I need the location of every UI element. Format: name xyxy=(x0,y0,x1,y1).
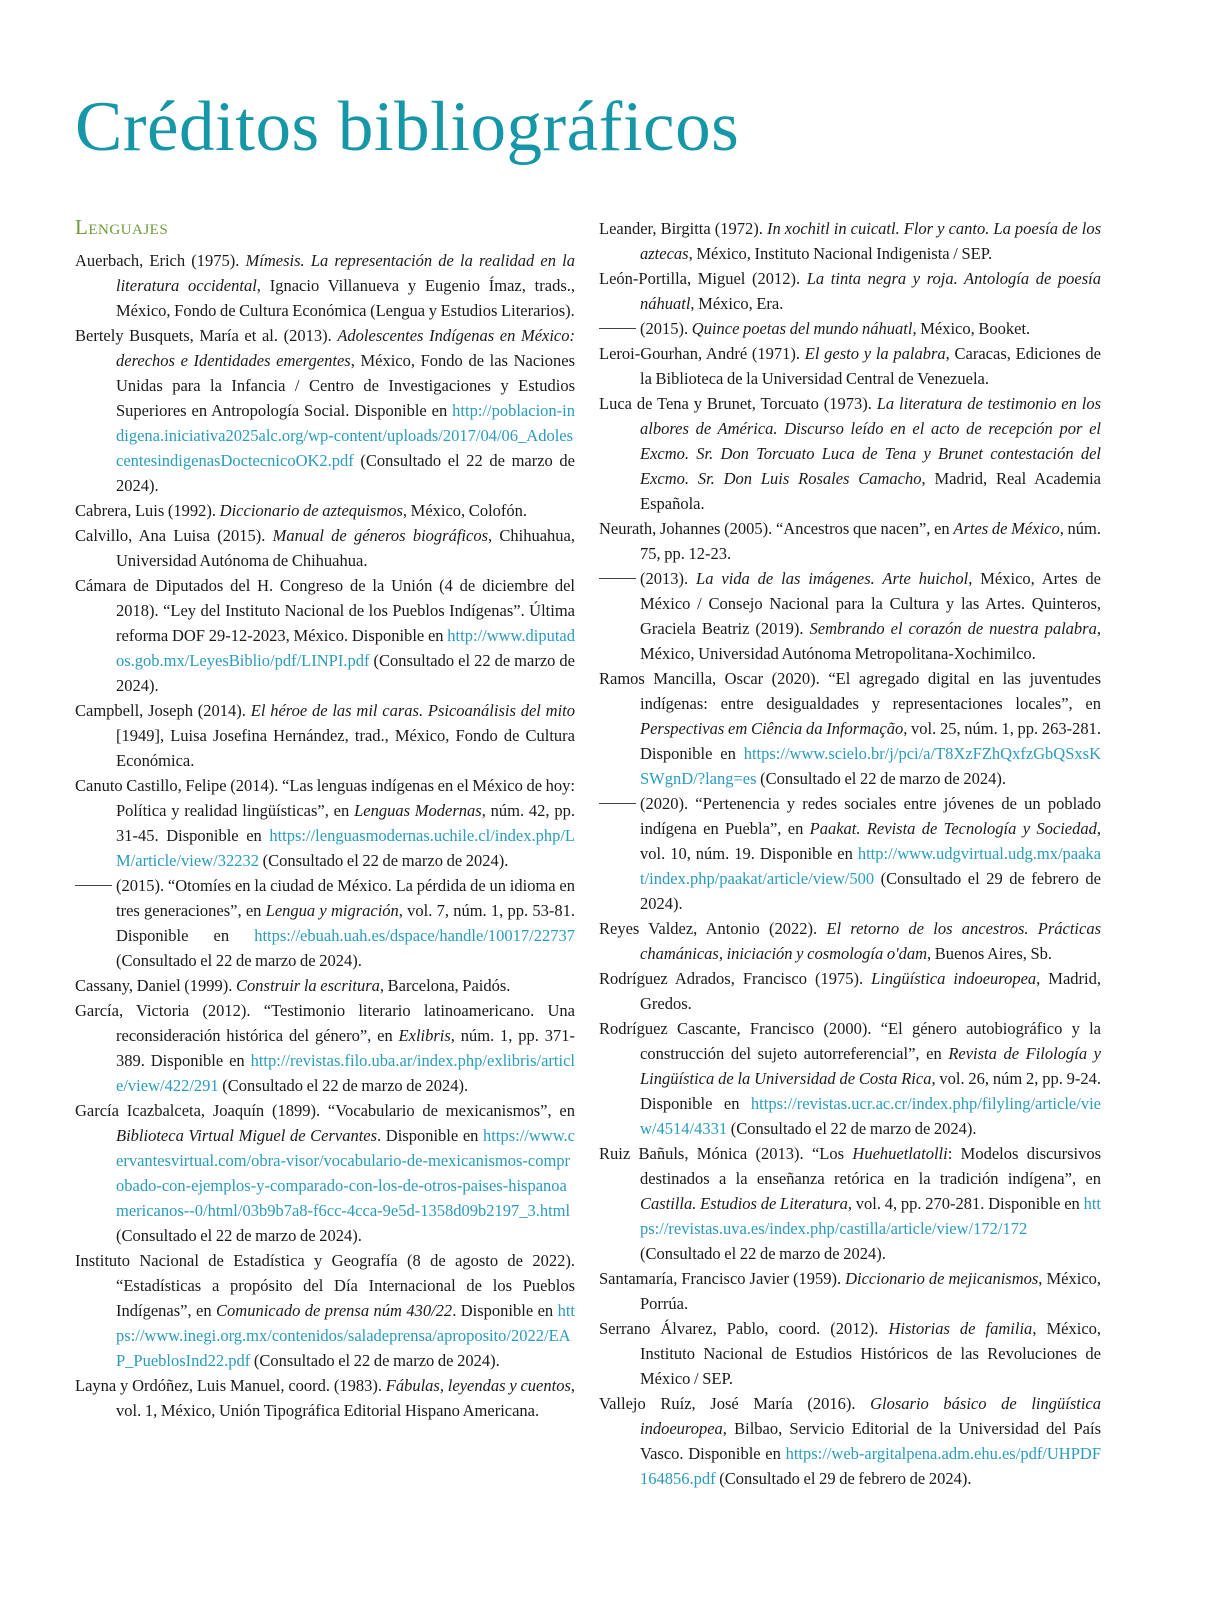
reference-link[interactable]: http://www.diputados.gob.mx/LeyesBiblio/pdf/LINPI.pdf xyxy=(116,626,575,670)
reference-text: , vol. 1, México, Unión Tipográfica Editorial Hispano Americana. xyxy=(116,1376,575,1420)
reference-entry xyxy=(75,1248,575,1373)
reference-text: (Consultado el 22 de marzo de 2024). xyxy=(218,1076,469,1095)
reference-text: , Bilbao, Servicio Editorial de la Universidad del País Vasco. Disponible en xyxy=(640,1419,1101,1463)
reference-text: , Caracas, Ediciones de la Biblioteca de la Universidad Central de Venezuela. xyxy=(640,344,1101,388)
reference-title: Construir la escritura xyxy=(236,976,380,995)
reference-text: (2015). xyxy=(640,319,692,338)
reference-text: (Consultado el 22 de marzo de 2024). xyxy=(116,951,362,970)
reference-title: El héroe de las mil caras. Psicoanálisis del mito xyxy=(250,701,575,720)
reference-text: , México, Era. xyxy=(690,294,784,313)
reference-text: Serrano Álvarez, Pablo, coord. (2012). xyxy=(599,1319,889,1338)
reference-text: Rodríguez Cascante, Francisco (2000). “El género autobiográfico y la construcción del sujeto autorreferencial”, en xyxy=(599,1019,1101,1063)
reference-text: : Modelos discursivos destinados a la enseñanza retórica en la tradición indígena”, en xyxy=(640,1144,1101,1188)
reference-entry xyxy=(75,523,575,573)
reference-text: , México, Instituto Nacional Indigenista / SEP. xyxy=(688,244,993,263)
reference-text: García Icazbalceta, Joaquín (1899). “Vocabulario de mexicanismos”, en xyxy=(75,1101,575,1120)
page-title: Créditos bibliográficos xyxy=(75,88,740,166)
reference-title: Fábulas, leyendas y cuentos xyxy=(385,1376,571,1395)
repeat-author-dash xyxy=(599,328,636,329)
reference-entry xyxy=(75,998,575,1098)
reference-text: Leroi-Gourhan, André (1971). xyxy=(599,344,805,363)
reference-text: , Chihuahua, Universidad Autónoma de Chihuahua. xyxy=(116,526,575,570)
reference-title: Castilla. Estudios de Literatura xyxy=(640,1194,848,1213)
reference-title: Lengua y migración xyxy=(265,901,399,920)
reference-entry xyxy=(599,566,1101,666)
reference-text: (2020). “Pertenencia y redes sociales entre jóvenes de un poblado indígena en Puebla”, en xyxy=(640,794,1101,838)
reference-text: (Consultado el 29 de febrero de 2024). xyxy=(640,869,1101,913)
reference-text: (Consultado el 22 de marzo de 2024). xyxy=(756,769,1006,788)
reference-text: Luca de Tena y Brunet, Torcuato (1973). xyxy=(599,394,877,413)
reference-text: , México, Instituto Nacional de Estudios Históricos de las Revoluciones de México / SEP. xyxy=(640,1319,1102,1388)
reference-text: , México, Booket. xyxy=(912,319,1031,338)
reference-text: Rodríguez Adrados, Francisco (1975). xyxy=(599,969,872,988)
section-heading: Lenguajes xyxy=(75,215,169,239)
reference-title: Comunicado de prensa núm 430/22 xyxy=(216,1301,453,1320)
reference-link[interactable]: http://revistas.filo.uba.ar/index.php/exlibris/article/view/422/291 xyxy=(116,1051,575,1095)
left-column xyxy=(75,214,575,1423)
reference-text: León-Portilla, Miguel (2012). xyxy=(599,269,807,288)
reference-entry xyxy=(599,1316,1101,1391)
reference-entry xyxy=(599,216,1101,266)
reference-title: Revista de Filología y Lingüística de la Universidad de Costa Rica xyxy=(640,1044,1101,1088)
reference-title: La literatura de testimonio en los albores de América. Discurso leído en el acto de recepción por el Excmo. Sr. Don Torcuato Luca de Tena y Brunet contestación del Excmo. Sr. Don Luis Rosales Camacho xyxy=(640,394,1101,488)
reference-text: Cámara de Diputados del H. Congreso de la Unión (4 de diciembre del 2018). “Ley del Instituto Nacional de los Pueblos Indígenas”. Última reforma DOF 29-12-2023, México. Disponible en xyxy=(75,576,575,645)
reference-text: Instituto Nacional de Estadística y Geografía (8 de agosto de 2022). “Estadísticas a propósito del Día Internacional de los Pueblos Indígenas”, en xyxy=(75,1251,575,1320)
reference-title: Manual de géneros biográficos xyxy=(272,526,489,545)
reference-entry xyxy=(75,498,575,523)
reference-text: , Madrid, Real Academia Española. xyxy=(640,469,1102,513)
reference-entry xyxy=(75,1098,575,1248)
reference-entry xyxy=(75,773,575,873)
reference-text: , Madrid, Gredos. xyxy=(640,969,1101,1013)
reference-text: , vol. 4, pp. 270-281. Disponible en xyxy=(847,1194,1084,1213)
reference-text: Ramos Mancilla, Oscar (2020). “El agregado digital en las juventudes indígenas: entre desigualdades y representaciones locales”, en xyxy=(599,669,1101,713)
reference-text: (Consultado el 22 de marzo de 2024). xyxy=(258,851,509,870)
reference-text: . Disponible en xyxy=(452,1301,558,1320)
reference-text: García, Victoria (2012). “Testimonio literario latinoamericano. Una reconsideración histórica del género”, en xyxy=(75,1001,575,1045)
reference-text: (Consultado el 22 de marzo de 2024). xyxy=(116,1226,362,1245)
reference-entry xyxy=(599,341,1101,391)
reference-title: La tinta negra y roja. Antología de poesía náhuatl xyxy=(640,269,1101,313)
reference-text: , núm. 1, pp. 371-389. Disponible en xyxy=(116,1026,575,1070)
reference-link[interactable]: https://lenguasmodernas.uchile.cl/index.php/LM/article/view/32232 xyxy=(116,826,575,870)
repeat-author-dash xyxy=(75,885,112,886)
reference-text: (Consultado el 22 de marzo de 2024). xyxy=(727,1119,977,1138)
reference-entry xyxy=(599,966,1101,1016)
reference-link[interactable]: https://revistas.uva.es/index.php/castilla/article/view/172/172 xyxy=(640,1194,1101,1238)
reference-title: Diccionario de mejicanismos xyxy=(845,1269,1039,1288)
reference-link[interactable]: https://www.cervantesvirtual.com/obra-visor/vocabulario-de-mexicanismos-comprobado-con-ejemplos-y-comparado-con-los-de-otros-paises-hispanoamericanos--0/html/03b9b7a8-f6cc-4cca-9e5d-1358d09b2197_3.html xyxy=(116,1126,575,1220)
reference-link[interactable]: https://revistas.ucr.ac.cr/index.php/filyling/article/view/4514/4331 xyxy=(640,1094,1101,1138)
reference-entry xyxy=(599,516,1101,566)
reference-text: (Consultado el 22 de marzo de 2024). xyxy=(116,451,575,495)
reference-text: , núm. 75, pp. 12-23. xyxy=(640,519,1101,563)
reference-entry xyxy=(599,791,1101,916)
reference-text: . Disponible en xyxy=(377,1126,484,1145)
reference-text: (Consultado el 29 de febrero de 2024). xyxy=(715,1469,972,1488)
reference-title: In xochitl in cuicatl. Flor y canto. La poesía de los aztecas xyxy=(640,219,1101,263)
reference-title: Lingüística indoeuropea xyxy=(871,969,1037,988)
reference-text: Leander, Birgitta (1972). xyxy=(599,219,767,238)
reference-text: , México, Artes de México / Consejo Nacional para la Cultura y las Artes. Quinteros, Graciela Beatriz (2019). xyxy=(640,569,1101,638)
reference-entry xyxy=(75,1373,575,1423)
reference-text: , vol. 25, núm. 1, pp. 263-281. Disponible en xyxy=(640,719,1101,763)
reference-text: Canuto Castillo, Felipe (2014). “Las lenguas indígenas en el México de hoy: Política y realidad lingüísticas”, en xyxy=(75,776,575,820)
reference-title: Glosario básico de lingüística indoeuropea xyxy=(640,1394,1101,1438)
reference-text: , Buenos Aires, Sb. xyxy=(927,944,1053,963)
reference-text: , Ignacio Villanueva y Eugenio Ímaz, trads., México, Fondo de Cultura Económica (Lengua y Estudios Literarios). xyxy=(116,276,575,320)
reference-entry xyxy=(75,323,575,498)
repeat-author-dash xyxy=(599,803,636,804)
left-reference-list xyxy=(75,248,575,1423)
reference-text: Campbell, Joseph (2014). xyxy=(75,701,251,720)
reference-text: (Consultado el 22 de marzo de 2024). xyxy=(640,1244,886,1263)
reference-title: Sembrando el corazón de nuestra palabra xyxy=(809,619,1097,638)
reference-entry xyxy=(599,1266,1101,1316)
reference-text: (Consultado el 22 de marzo de 2024). xyxy=(116,651,575,695)
reference-entry xyxy=(599,1391,1101,1491)
repeat-author-dash xyxy=(599,578,636,579)
reference-title: Lenguas Modernas xyxy=(354,801,482,820)
reference-text: (2013). xyxy=(640,569,697,588)
reference-text: , vol. 26, núm 2, pp. 9-24. Disponible en xyxy=(640,1069,1101,1113)
reference-entry xyxy=(75,973,575,998)
reference-title: Historias de familia xyxy=(888,1319,1033,1338)
reference-entry xyxy=(599,1016,1101,1141)
reference-link[interactable]: https://www.scielo.br/j/pci/a/T8XzFZhQxfzGbQSxsKSWgnD/?lang=es xyxy=(640,744,1101,788)
reference-title: El gesto y la palabra xyxy=(804,344,946,363)
right-reference-list xyxy=(599,216,1101,1491)
reference-entry xyxy=(599,391,1101,516)
reference-link[interactable]: https://web-argitalpena.adm.ehu.es/pdf/UHPDF164856.pdf xyxy=(640,1444,1101,1488)
right-column xyxy=(599,216,1101,1491)
reference-title: Adolescentes Indígenas en México: derechos e Identidades emergentes xyxy=(116,326,575,370)
reference-text: [1949], Luisa Josefina Hernández, trad., México, Fondo de Cultura Económica. xyxy=(116,726,575,770)
reference-text: , Barcelona, Paidós. xyxy=(379,976,511,995)
reference-title: Artes de México xyxy=(953,519,1060,538)
reference-text: Calvillo, Ana Luisa (2015). xyxy=(75,526,273,545)
reference-entry xyxy=(75,873,575,973)
reference-text: Santamaría, Francisco Javier (1959). xyxy=(599,1269,846,1288)
reference-text: Reyes Valdez, Antonio (2022). xyxy=(599,919,827,938)
reference-text: , México, Colofón. xyxy=(402,501,528,520)
reference-title: El retorno de los ancestros. Prácticas chamánicas, iniciación y cosmología o'dam xyxy=(640,919,1102,963)
reference-entry xyxy=(75,248,575,323)
reference-entry xyxy=(599,266,1101,316)
reference-entry xyxy=(75,573,575,698)
reference-title: Paakat. Revista de Tecnología y Sociedad xyxy=(809,819,1097,838)
reference-title: Diccionario de aztequismos xyxy=(219,501,403,520)
reference-text: , núm. 42, pp. 31-45. Disponible en xyxy=(116,801,575,845)
reference-text: Bertely Busquets, María et al. (2013). xyxy=(75,326,338,345)
reference-text: , vol. 10, núm. 19. Disponible en xyxy=(640,819,1101,863)
reference-entry xyxy=(599,666,1101,791)
reference-text: Layna y Ordóñez, Luis Manuel, coord. (1983). xyxy=(75,1376,386,1395)
reference-text: , México, Porrúa. xyxy=(640,1269,1101,1313)
reference-title: Huehuetlatolli xyxy=(852,1144,948,1163)
reference-text: Auerbach, Erich (1975). xyxy=(75,251,246,270)
reference-text: Neurath, Johannes (2005). “Ancestros que nacen”, en xyxy=(599,519,954,538)
reference-title: Perspectivas em Ciência da Informação xyxy=(640,719,904,738)
reference-text: , México, Universidad Autónoma Metropolitana-Xochimilco. xyxy=(640,619,1101,663)
reference-text: , México, Fondo de las Naciones Unidas para la Infancia / Centro de Investigaciones y Estudios Superiores en Antropología Social. Disponible en xyxy=(116,351,576,420)
reference-link[interactable]: http://www.udgvirtual.udg.mx/paakat/index.php/paakat/article/view/500 xyxy=(640,844,1101,888)
reference-link[interactable]: https://www.inegi.org.mx/contenidos/saladeprensa/aproposito/2022/EAP_PueblosInd22.pdf xyxy=(116,1301,575,1370)
reference-title: Exlibris xyxy=(398,1026,451,1045)
reference-entry xyxy=(599,316,1101,341)
reference-link[interactable]: http://poblacion-indigena.iniciativa2025alc.org/wp-content/uploads/2017/04/06_AdolescentesindigenasDoctecnicoOK2.pdf xyxy=(116,401,575,470)
reference-entry xyxy=(599,1141,1101,1266)
reference-entry xyxy=(75,698,575,773)
reference-text: (2015). “Otomíes en la ciudad de México. La pérdida de un idioma en tres generaciones”, en xyxy=(116,876,575,920)
reference-text: (Consultado el 22 de marzo de 2024). xyxy=(250,1351,500,1370)
reference-entry xyxy=(599,916,1101,966)
reference-text: Vallejo Ruíz, José María (2016). xyxy=(599,1394,871,1413)
reference-text: Cabrera, Luis (1992). xyxy=(75,501,220,520)
reference-title: Mímesis. La representación de la realidad en la literatura occidental xyxy=(116,251,575,295)
reference-text: Ruiz Bañuls, Mónica (2013). “Los xyxy=(599,1144,853,1163)
reference-title: La vida de las imágenes. Arte huichol xyxy=(696,569,969,588)
reference-title: Biblioteca Virtual Miguel de Cervantes xyxy=(116,1126,378,1145)
reference-text: , vol. 7, núm. 1, pp. 53-81. Disponible en xyxy=(116,901,575,945)
reference-title: Quince poetas del mundo náhuatl xyxy=(691,319,913,338)
reference-link[interactable]: https://ebuah.uah.es/dspace/handle/10017/22737 xyxy=(254,926,575,945)
reference-text: Cassany, Daniel (1999). xyxy=(75,976,237,995)
